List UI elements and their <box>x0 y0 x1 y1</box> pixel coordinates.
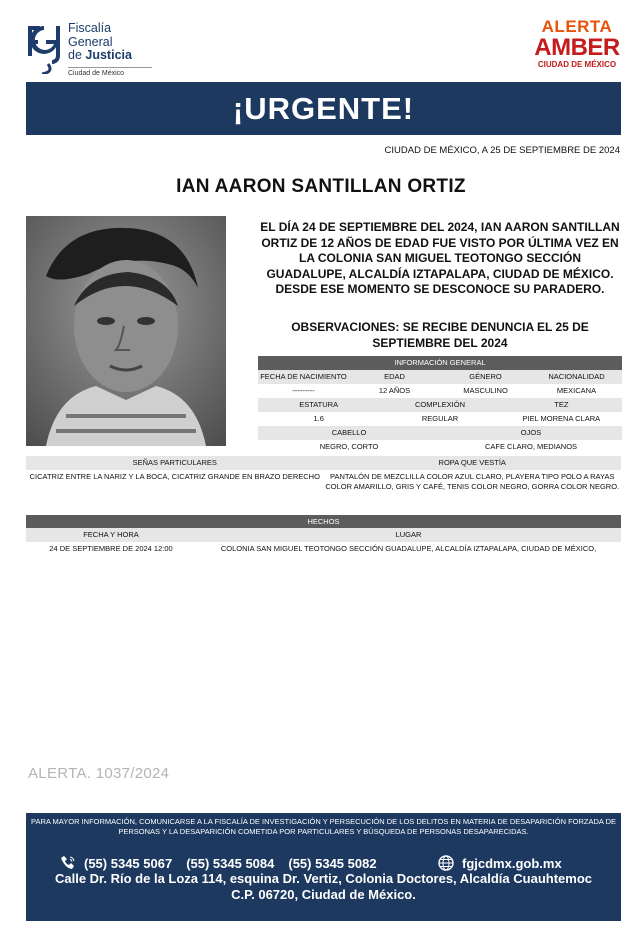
alert-number: ALERTA. 1037/2024 <box>28 765 170 782</box>
label-datetime: FECHA Y HORA <box>83 530 139 539</box>
value-clothing: PANTALÓN DE MEZCLILLA COLOR AZUL CLARO, PLAYERA TIPO POLO A RAYAS COLOR AMARILLO, GRIS Y CAFÉ, TENIS COLOR NEGRO, GORRA COLOR NEGRO. <box>325 472 620 491</box>
fgj-wordmark <box>68 22 132 63</box>
info-row1-values <box>258 384 622 398</box>
label-place: LUGAR <box>395 530 422 539</box>
info-row2-values <box>258 412 622 426</box>
info-row3-values <box>258 440 622 454</box>
value-age: 12 AÑOS <box>378 386 411 395</box>
label-hair: CABELLO <box>331 428 367 437</box>
features-values <box>26 470 621 492</box>
hechos-labels <box>26 528 621 542</box>
footer-note: PARA MAYOR INFORMACIÓN, COMUNICARSE A LA FISCALÍA DE INVESTIGACIÓN Y PERSECUCIÓN DE LOS DELITOS EN MATERIA DE DESAPARICIÓN FORZADA DE PERSONAS Y LA DESAPARICIÓN COMETIDA POR PARTICULARES Y BÚSQUEDA DE PERSONAS DESAPARECIDAS. <box>31 817 616 836</box>
value-birthdate: --------- <box>292 386 315 395</box>
value-datetime: 24 DE SEPTIEMBRE DE 2024 12:00 <box>49 544 173 553</box>
label-nationality: NACIONALIDAD <box>548 372 605 381</box>
value-nationality: MEXICANA <box>556 386 597 395</box>
contact-footer <box>26 813 621 921</box>
fgj-line2: General <box>68 34 113 49</box>
alerta-amber-logo <box>532 18 622 80</box>
hechos-title: HECHOS <box>26 515 621 528</box>
general-info-table <box>258 356 622 454</box>
fgj-line1: Fiscalía <box>68 21 112 35</box>
amber-line1: ALERTA <box>541 17 613 36</box>
label-gender: GÉNERO <box>469 372 502 381</box>
label-clothing: ROPA QUE VESTÍA <box>438 458 506 467</box>
website <box>438 855 562 871</box>
urgent-banner: ¡URGENTE! <box>26 82 621 135</box>
value-skin: PIEL MORENA CLARA <box>522 414 601 423</box>
label-build: COMPLEXIÓN <box>414 400 465 409</box>
address <box>26 871 621 902</box>
label-skin: TEZ <box>554 400 569 409</box>
globe-icon <box>438 855 454 871</box>
label-birthdate: FECHA DE NACIMIENTO <box>260 372 347 381</box>
phone-1[interactable]: (55) 5345 5067 <box>84 855 173 871</box>
value-hair: NEGRO, CORTO <box>319 442 379 451</box>
address-line1: Calle Dr. Río de la Loza 114, esquina Dr. Vertiz, Colonia Doctores, Alcaldía Cuauhtemoc <box>54 871 592 886</box>
value-eyes: CAFE CLARO, MEDIANOS <box>484 442 578 451</box>
amber-line2: AMBER <box>534 34 620 61</box>
phone-icon <box>60 855 76 871</box>
hechos-table <box>26 515 621 556</box>
general-info-title: INFORMACIÓN GENERAL <box>258 356 622 370</box>
label-age: EDAD <box>384 372 405 381</box>
amber-line3: CIUDAD DE MÉXICO <box>537 60 617 69</box>
features-table <box>26 456 621 492</box>
info-row1-labels <box>258 370 622 384</box>
phone-list <box>60 855 391 871</box>
label-eyes: OJOS <box>520 428 542 437</box>
features-labels <box>26 456 621 470</box>
fgj-subtitle: Ciudad de México <box>68 67 152 77</box>
label-marks: SEÑAS PARTICULARES <box>132 458 217 467</box>
dateline: CIUDAD DE MÉXICO, A 25 DE SEPTIEMBRE DE 2024 <box>384 145 620 156</box>
fgj-line3-prefix: de <box>68 48 86 62</box>
observations: OBSERVACIONES: SE RECIBE DENUNCIA EL 25 DE SEPTIEMBRE DEL 2024 <box>291 320 589 350</box>
description: EL DÍA 24 DE SEPTIEMBRE DEL 2024, IAN AARON SANTILLAN ORTIZ DE 12 AÑOS DE EDAD FUE VISTO POR ÚLTIMA VEZ EN LA COLONIA SAN MIGUEL TEOTONGO SECCIÓN GUADALUPE, ALCALDÍA IZTAPALAPA, CIUDAD DE MÉXICO. DESDE ESE MOMENTO SE DESCONOCE SU PARADERO. <box>260 220 620 296</box>
label-height: ESTATURA <box>299 400 339 409</box>
value-gender: MASCULINO <box>463 386 508 395</box>
fgj-emblem-icon <box>24 22 64 74</box>
value-place: COLONIA SAN MIGUEL TEOTONGO SECCIÓN GUADALUPE, ALCALDÍA IZTAPALAPA, CIUDAD DE MÉXICO, <box>220 544 597 553</box>
info-row2-labels <box>258 398 622 412</box>
phone-3[interactable]: (55) 5345 5082 <box>288 855 377 871</box>
fgj-line3-bold: Justicia <box>85 48 132 62</box>
value-height: 1.6 <box>313 414 324 423</box>
fgj-logo <box>24 22 164 78</box>
person-photo <box>26 216 226 446</box>
website-link[interactable]: fgjcdmx.gob.mx <box>462 855 562 871</box>
info-row3-labels <box>258 426 622 440</box>
photo-illustration <box>26 216 226 446</box>
person-name: IAN AARON SANTILLAN ORTIZ <box>176 176 466 197</box>
value-build: REGULAR <box>421 414 459 423</box>
address-line2: C.P. 06720, Ciudad de México. <box>231 886 416 902</box>
hechos-values <box>26 542 621 556</box>
phone-2[interactable]: (55) 5345 5084 <box>186 855 275 871</box>
value-marks: CICATRIZ ENTRE LA NARIZ Y LA BOCA, CICATRIZ GRANDE EN BRAZO DERECHO <box>29 472 320 481</box>
